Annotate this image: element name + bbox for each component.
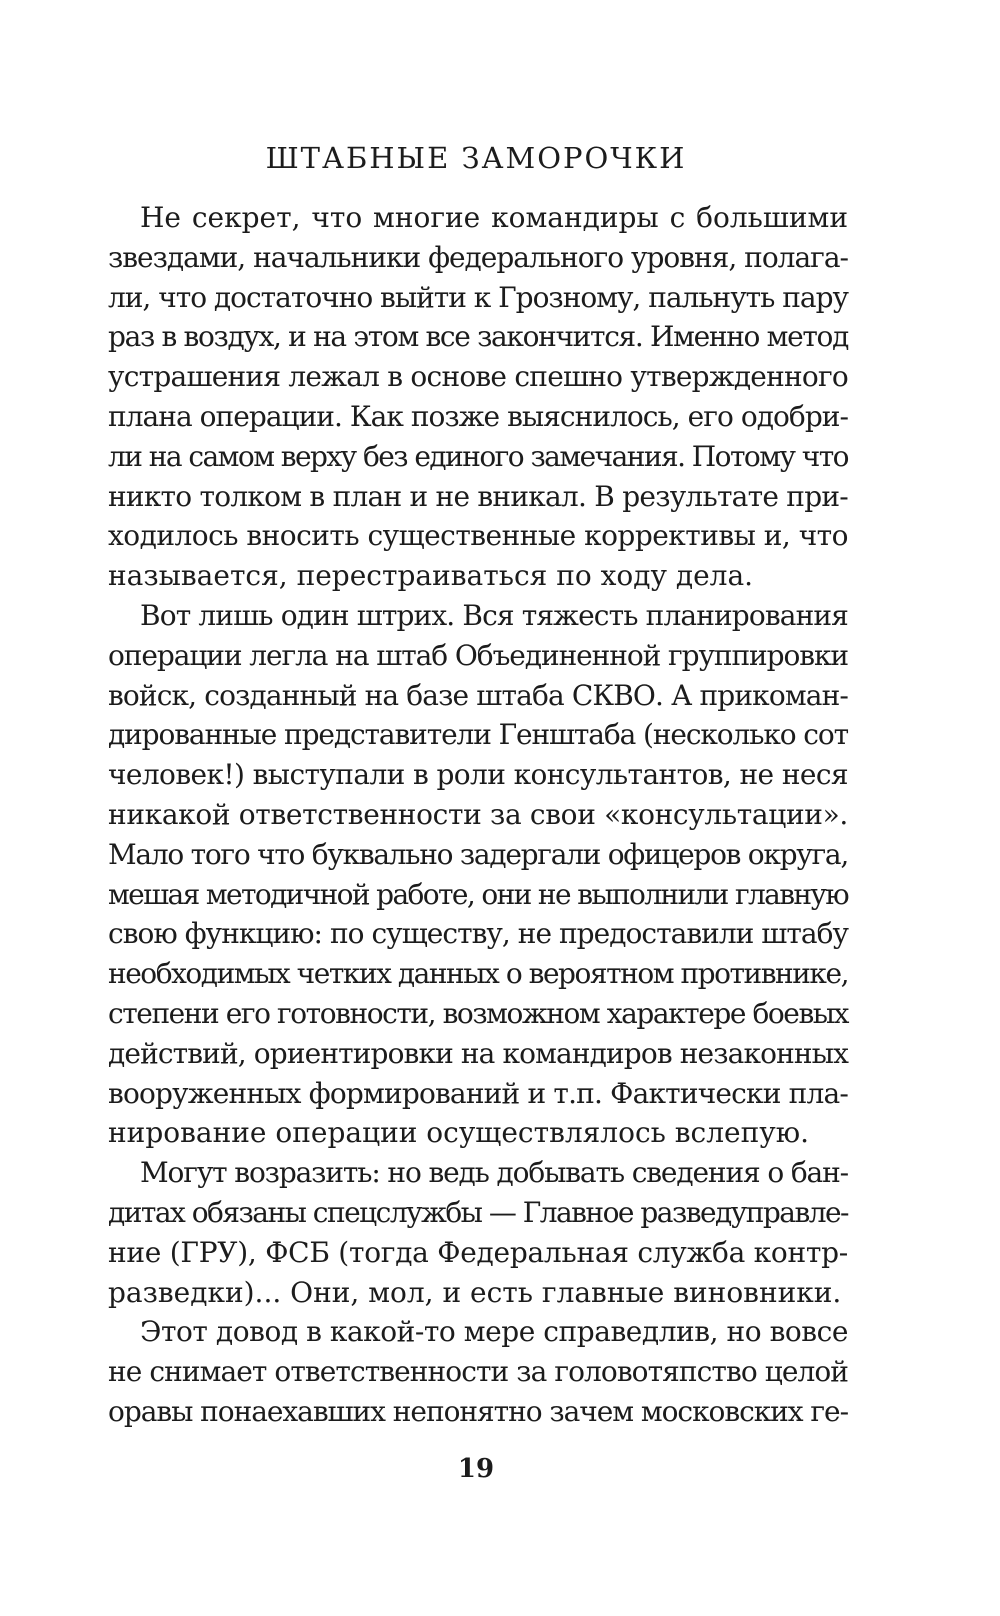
text-line: оравы понаехавших непонятно зачем московских ге- <box>108 1394 848 1428</box>
text-line: мешая методичной работе, они не выполнили главную <box>108 877 848 911</box>
text-line: ли на самом верху без единого замечания. Потому что <box>108 439 848 473</box>
text-line: ли, что достаточно выйти к Грозному, пальнуть пару <box>108 280 848 314</box>
text-line: свою функцию: по существу, не предоставили штабу <box>108 917 848 951</box>
chapter-title: ШТАБНЫЕ ЗАМОРОЧКИ <box>265 141 687 175</box>
text-line: степени его готовности, возможном характере боевых <box>108 996 848 1030</box>
paragraph <box>108 198 848 596</box>
text-line: Мало того что буквально задергали офицеров округа, <box>108 837 848 871</box>
text-line: никто толком в план и не вникал. В результате при- <box>108 479 848 513</box>
text-line: разведки)... Они, мол, и есть главные виновники. <box>108 1275 842 1309</box>
paragraph <box>108 596 848 1153</box>
text-line: дитах обязаны спецслужбы — Главное разведуправле- <box>108 1195 848 1229</box>
text-line: вооруженных формирований и т.п. Фактически пла- <box>108 1076 849 1110</box>
text-line: действий, ориентировки на командиров незаконных <box>108 1036 848 1070</box>
text-line: войск, созданный на базе штаба СКВО. А прикоман- <box>108 678 848 712</box>
page-number: 19 <box>457 1454 495 1484</box>
text-line: не снимает ответственности за головотяпство целой <box>108 1355 848 1389</box>
text-line: человек!) выступали в роли консультантов, не неся <box>108 758 848 792</box>
text-line: ние (ГРУ), ФСБ (тогда Федеральная служба контр- <box>108 1235 848 1269</box>
text-line: Могут возразить: но ведь добывать сведения о бан- <box>140 1156 848 1190</box>
text-line: Не секрет, что многие командиры с большими <box>140 201 848 234</box>
text-line: операции легла на штаб Объединенной группировки <box>108 638 848 672</box>
text-line: ходилось вносить существенные коррективы и, что <box>108 519 848 553</box>
text-line: Этот довод в какой-то мере справедлив, но вовсе <box>140 1315 848 1349</box>
text-line: никакой ответственности за свои «консультации». <box>108 797 848 831</box>
body-text <box>108 198 848 1432</box>
paragraph <box>108 1153 848 1312</box>
text-line: нирование операции осуществлялось вслепую. <box>108 1116 809 1150</box>
text-line: раз в воздух, и на этом все закончится. Именно метод <box>108 320 848 354</box>
text-line: необходимых четких данных о вероятном противнике, <box>108 957 848 991</box>
text-line: плана операции. Как позже выяснилось, его одобри- <box>108 399 848 433</box>
text-line: Вот лишь один штрих. Вся тяжесть планирования <box>140 598 848 632</box>
text-line: называется, перестраиваться по ходу дела. <box>108 559 754 593</box>
text-line: звездами, начальники федерального уровня, полага- <box>108 240 848 274</box>
paragraph <box>108 1312 848 1431</box>
text-line: устрашения лежал в основе спешно утвержденного <box>108 360 848 394</box>
text-line: дированные представители Генштаба (несколько сот <box>108 718 848 752</box>
